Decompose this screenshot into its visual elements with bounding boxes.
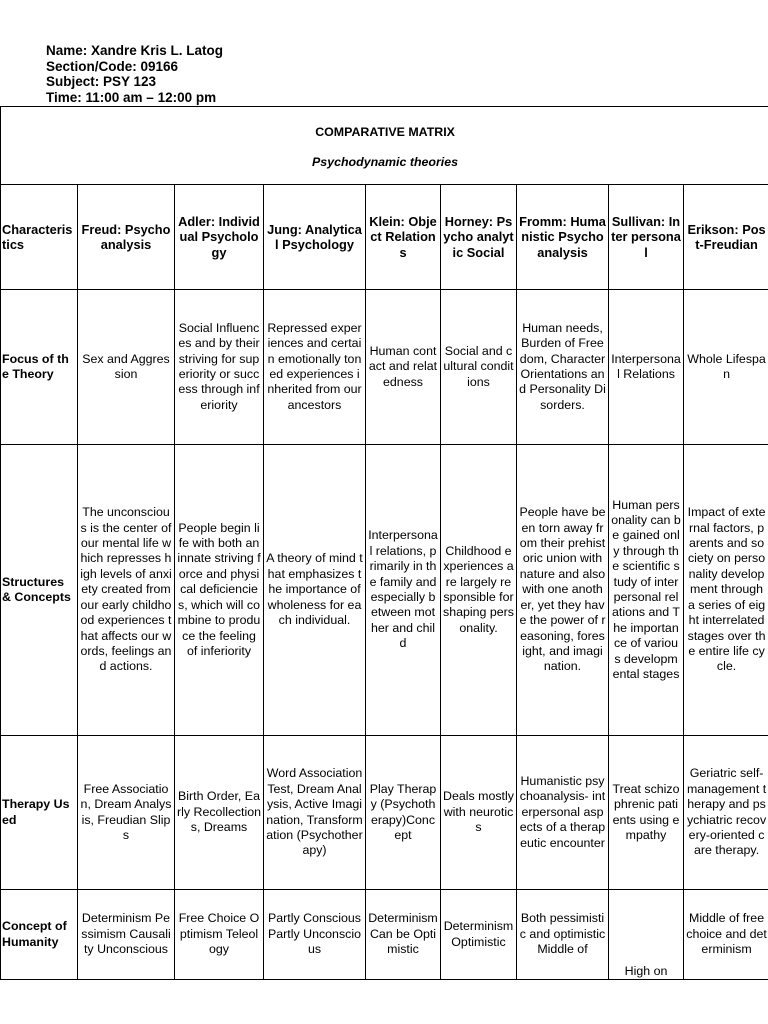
column-header-characteristics: Characteristics bbox=[1, 185, 78, 290]
table-cell: Both pessimistic and optimistic Middle of bbox=[517, 890, 609, 980]
header-row bbox=[1, 185, 768, 290]
student-info bbox=[46, 43, 223, 105]
matrix-title-cell bbox=[1, 107, 768, 185]
column-header-fromm: Fromm: Humanistic Psychoanalysis bbox=[517, 185, 609, 290]
table-cell: People begin life with both an innate striving force and physical deficiencies, which will combine to produce the feeling of inferiority bbox=[175, 445, 264, 736]
table-cell: Birth Order, Early Recollections, Dreams bbox=[175, 736, 264, 890]
column-header-jung: Jung: Analytical Psychology bbox=[264, 185, 366, 290]
section-code: Section/Code: 09166 bbox=[46, 58, 179, 74]
subject: Subject: PSY 123 bbox=[46, 74, 157, 89]
table-cell: Determinism Pessimism Causality Unconscious bbox=[78, 890, 175, 980]
column-header-erikson: Erikson: Post-Freudian bbox=[684, 185, 768, 290]
table-cell: Humanistic psychoanalysis- interpersonal aspects of a therapeutic encounter bbox=[517, 736, 609, 890]
table-cell: Free Association, Dream Analysis, Freudian Slips bbox=[78, 736, 175, 890]
table-cell: Social Influences and by their striving for superiority or success through inferiority bbox=[175, 290, 264, 445]
table-cell: Middle of free choice and determinism bbox=[684, 890, 768, 980]
column-header-adler: Adler: Individual Psychology bbox=[175, 185, 264, 290]
table-cell: Childhood experiences are largely responsible for shaping personality. bbox=[441, 445, 517, 736]
table-cell: Whole Lifespan bbox=[684, 290, 768, 445]
table-row bbox=[1, 736, 768, 890]
table-row bbox=[1, 290, 768, 445]
table-cell: Determinism Optimistic bbox=[441, 890, 517, 980]
student-name: Name: Xandre Kris L. Latog bbox=[46, 43, 224, 58]
table-cell: People have been torn away from their prehistoric union with nature and also with one another, yet they have the power of reasoning, foresight, and imagination. bbox=[517, 445, 609, 736]
matrix-subtitle: Psychodynamic theories bbox=[312, 154, 459, 169]
table-row bbox=[1, 890, 768, 980]
table-cell: A theory of mind that emphasizes the importance of wholeness for each individual. bbox=[264, 445, 366, 736]
table-cell: Human contact and relatedness bbox=[366, 290, 441, 445]
column-header-sullivan: Sullivan: Inter personal bbox=[609, 185, 684, 290]
table-cell: Free Choice Optimism Teleology bbox=[175, 890, 264, 980]
row-label-structures: Structures & Concepts bbox=[1, 445, 78, 736]
table-cell: Human personality can be gained only through the scientific study of interpersonal relations and The importance of various developmental stages bbox=[609, 445, 684, 736]
column-header-freud: Freud: Psycho analysis bbox=[78, 185, 175, 290]
table-cell: Play Therapy (Psychotherapy)Concept bbox=[366, 736, 441, 890]
table-cell: Human needs, Burden of Freedom, Character Orientations and Personality Disorders. bbox=[517, 290, 609, 445]
matrix-title: COMPARATIVE MATRIX bbox=[315, 125, 455, 140]
row-label-therapy: Therapy Used bbox=[1, 736, 78, 890]
table-cell: Partly Conscious Partly Unconscious bbox=[264, 890, 366, 980]
comparative-matrix-table bbox=[0, 106, 768, 980]
table-cell: Interpersonal relations, primarily in the family and especially between mother and child bbox=[366, 445, 441, 736]
table-cell: Word Association Test, Dream Analysis, Active Imagination, Transformation (Psychotherapy) bbox=[264, 736, 366, 890]
table-cell: Social and cultural conditions bbox=[441, 290, 517, 445]
table-cell: Interpersonal Relations bbox=[609, 290, 684, 445]
table-cell: High on bbox=[609, 890, 684, 980]
table-cell: Deals mostly with neurotics bbox=[441, 736, 517, 890]
table-cell: Sex and Aggression bbox=[78, 290, 175, 445]
row-label-concept: Concept of Humanity bbox=[1, 890, 78, 980]
table-cell: Treat schizophrenic patients using empathy bbox=[609, 736, 684, 890]
table-cell: Repressed experiences and certain emotionally toned experiences inherited from our ancestors bbox=[264, 290, 366, 445]
row-label-focus: Focus of the Theory bbox=[1, 290, 78, 445]
class-time: Time: 11:00 am – 12:00 pm bbox=[46, 89, 217, 105]
column-header-horney: Horney: Psycho analytic Social bbox=[441, 185, 517, 290]
table-cell: Determinism Can be Optimistic bbox=[366, 890, 441, 980]
column-header-klein: Klein: Object Relations bbox=[366, 185, 441, 290]
table-cell: The unconscious is the center of our mental life which represses high levels of anxiety created from our early childhood experiences that affects our words, feelings and actions. bbox=[78, 445, 175, 736]
table-cell: Geriatric self-management therapy and psychiatric recovery-oriented care therapy. bbox=[684, 736, 768, 890]
table-row bbox=[1, 445, 768, 736]
table-cell: Impact of external factors, parents and society on personality development through a series of eight interrelated stages over the entire life cycle. bbox=[684, 445, 768, 736]
